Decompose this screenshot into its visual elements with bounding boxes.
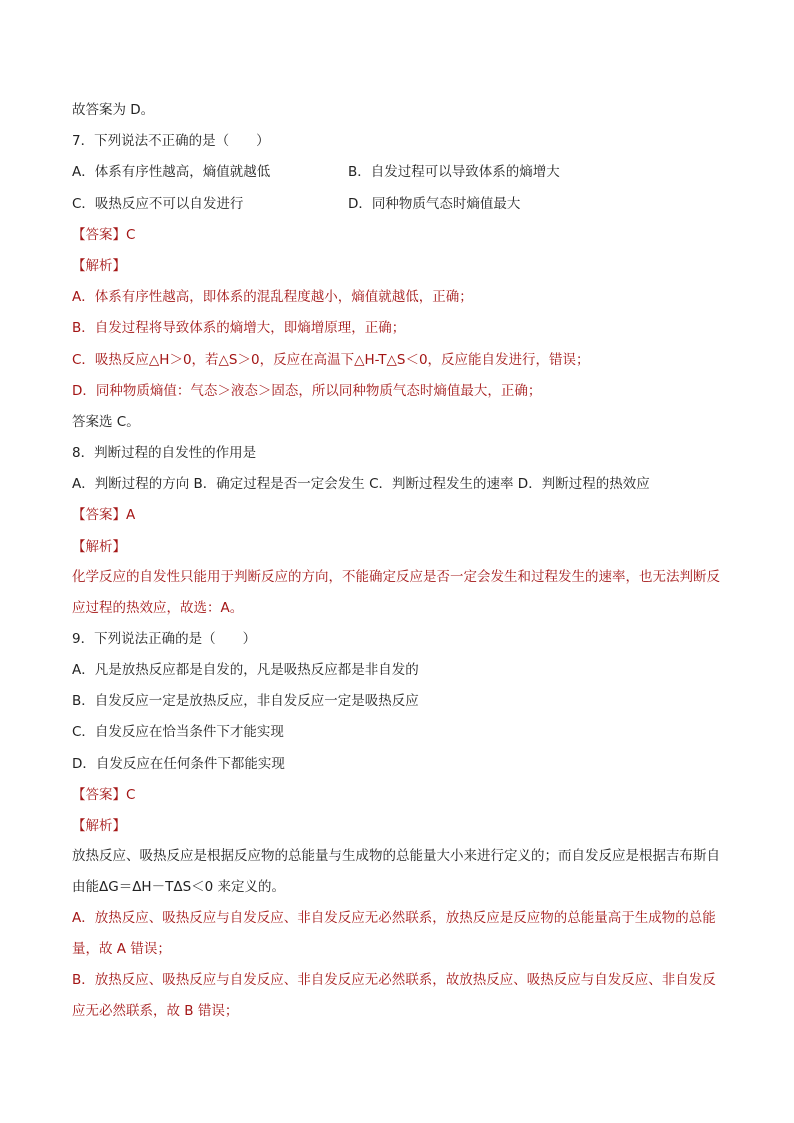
q9-analysis-b: B．放热反应、吸热反应与自发反应、非自发反应无必然联系，故放热反应、吸热反应与自发反应、非自发反应无必然联系，故 B 错误； bbox=[72, 972, 716, 1020]
q7-answer: 【答案】C bbox=[72, 226, 136, 243]
q7-analysis-b: B．自发过程将导致体系的熵增大，即熵增原理，正确； bbox=[72, 320, 406, 337]
q9-analysis-label: 【解析】 bbox=[72, 817, 126, 834]
q7-options-row-1 bbox=[72, 162, 722, 182]
q7-option-c: C．吸热反应不可以自发进行 bbox=[72, 195, 244, 212]
q7-conclusion: 答案选 C。 bbox=[72, 413, 140, 430]
q7-option-a: A．体系有序性越高，熵值就越低 bbox=[72, 164, 271, 181]
q9-option-b: B．自发反应一定是放热反应，非自发反应一定是吸热反应 bbox=[72, 693, 419, 710]
q7-analysis-c: C．吸热反应△H＞0，若△S＞0，反应在高温下△H-T△S＜0，反应能自发进行，错误； bbox=[72, 351, 590, 368]
q8-stem: 8．判断过程的自发性的作用是 bbox=[72, 445, 257, 462]
q9-option-d: D．自发反应在任何条件下都能实现 bbox=[72, 755, 285, 772]
q9-option-a: A．凡是放热反应都是自发的，凡是吸热反应都是非自发的 bbox=[72, 662, 419, 678]
q9-option-c: C．自发反应在恰当条件下才能实现 bbox=[72, 724, 284, 741]
q7-analysis-d: D．同种物质熵值：气态＞液态＞固态，所以同种物质气态时熵值最大，正确； bbox=[72, 382, 542, 399]
q7-analysis-a: A．体系有序性越高，即体系的混乱程度越小，熵值就越低，正确； bbox=[72, 289, 473, 306]
q7-stem: 7．下列说法不正确的是（ ） bbox=[72, 133, 270, 150]
q8-analysis-label: 【解析】 bbox=[72, 538, 126, 555]
document-content bbox=[72, 100, 722, 1027]
q7-analysis-label: 【解析】 bbox=[72, 257, 126, 274]
q8-analysis: 化学反应的自发性只能用于判断反应的方向，不能确定反应是否一定会发生和过程发生的速率，也无法判断反应过程的热效应，故选：A。 bbox=[72, 568, 720, 616]
q7-option-d: D．同种物质气态时熵值最大 bbox=[348, 195, 521, 212]
q9-stem: 9．下列说法正确的是（ ） bbox=[72, 630, 257, 647]
previous-conclusion: 故答案为 D。 bbox=[72, 102, 155, 118]
q9-analysis-a: A．放热反应、吸热反应与自发反应、非自发反应无必然联系，放热反应是反应物的总能量高于生成物的总能量，故 A 错误； bbox=[72, 910, 716, 958]
q7-option-b: B．自发过程可以导致体系的熵增大 bbox=[348, 164, 560, 181]
q7-options-row-2 bbox=[72, 194, 722, 214]
q9-answer: 【答案】C bbox=[72, 786, 136, 803]
q8-options: A．判断过程的方向 B．确定过程是否一定会发生 C．判断过程发生的速率 D．判断过程的热效应 bbox=[72, 476, 650, 493]
q8-answer: 【答案】A bbox=[72, 507, 136, 524]
q9-analysis-intro: 放热反应、吸热反应是根据反应物的总能量与生成物的总能量大小来进行定义的；而自发反应是根据吉布斯自由能ΔG＝ΔH－TΔS＜0 来定义的。 bbox=[72, 848, 720, 896]
